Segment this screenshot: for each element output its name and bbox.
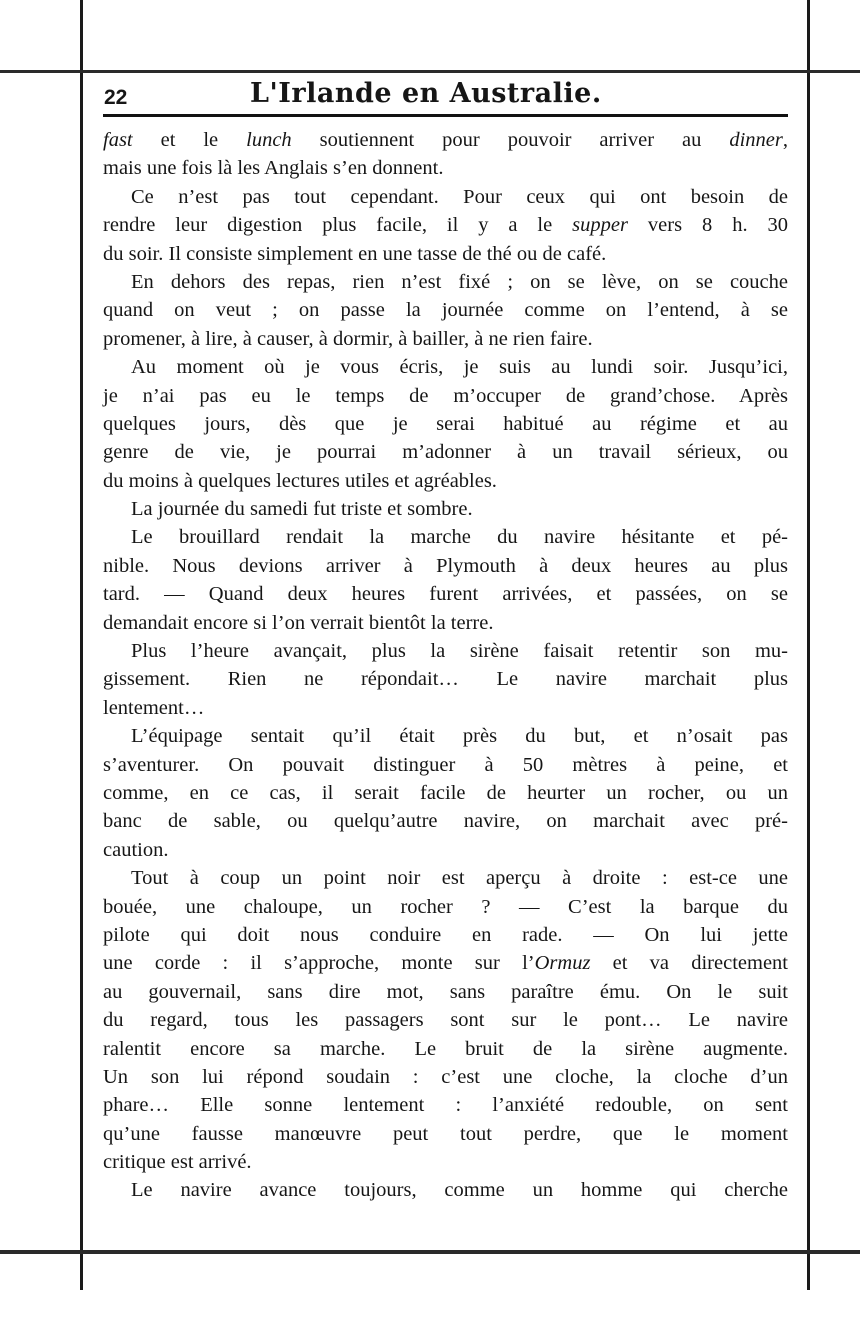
text-segment: promener, à lire, à causer, à dormir, à bailler, à ne rien faire. [103, 327, 593, 350]
text-line [103, 467, 788, 495]
text-segment: rendre leur digestion plus facile, il y a le [103, 214, 573, 237]
text-line [103, 864, 788, 892]
text-line [103, 949, 788, 977]
italic-term: supper [572, 214, 628, 237]
text-line [103, 978, 788, 1006]
text-segment: demandait encore si l’on verrait bientôt la terre. [103, 611, 494, 634]
text-segment: et le [132, 129, 247, 151]
text-line [103, 1148, 788, 1176]
text-segment: qu’une fausse manœuvre peut tout perdre, que le moment [103, 1122, 788, 1145]
text-segment: ralentit encore sa marche. Le bruit de la sirène augmente. [103, 1037, 788, 1060]
text-line [103, 296, 788, 324]
text-segment: au gouvernail, sans dire mot, sans paraître ému. On le suit [103, 980, 788, 1003]
text-segment: banc de sable, ou quelqu’autre navire, on marchait avec pré- [103, 810, 788, 833]
text-line [103, 1063, 788, 1091]
text-segment: et va directement [590, 952, 788, 975]
text-segment: Tout à coup un point noir est aperçu à droite : est-ce une [131, 867, 788, 890]
italic-term: lunch [246, 129, 292, 151]
text-line [103, 921, 788, 949]
running-title: L'Irlande en Australie. [250, 78, 602, 109]
text-segment: je n’ai pas eu le temps de m’occuper de grand’chose. Après [103, 384, 788, 407]
text-segment: critique est arrivé. [103, 1151, 252, 1174]
text-segment: vers 8 h. 30 [627, 214, 789, 237]
text-segment: soutiennent pour pouvoir arriver au [291, 129, 730, 151]
text-segment: du regard, tous les passagers sont sur le pont… Le navire [103, 1009, 788, 1032]
text-line [103, 779, 788, 807]
text-segment: genre de vie, je pourrai m’adonner à un travail sérieux, ou [103, 441, 788, 464]
text-line [103, 154, 788, 182]
left-margin-line [80, 0, 83, 1290]
text-line [103, 609, 788, 637]
text-segment: bouée, une chaloupe, un rocher ? — C’est la barque du [103, 895, 788, 918]
text-line [103, 836, 788, 864]
text-line [103, 240, 788, 268]
text-segment: En dehors des repas, rien n’est fixé ; on se lève, on se couche [131, 270, 788, 293]
text-segment: Au moment où je vous écris, je suis au lundi soir. Jusqu’ici, [131, 356, 788, 379]
page-header [100, 76, 800, 116]
text-line [103, 552, 788, 580]
bottom-border-rule [0, 1250, 860, 1254]
text-segment: gissement. Rien ne répondait… Le navire marchait plus [103, 668, 788, 691]
text-segment: Plus l’heure avançait, plus la sirène faisait retentir son mu- [131, 640, 788, 663]
text-line [103, 523, 788, 551]
text-line [103, 353, 788, 381]
text-segment: s’aventurer. On pouvait distinguer à 50 mètres à peine, et [103, 753, 788, 776]
text-segment: Le brouillard rendait la marche du navire hésitante et pé- [131, 526, 788, 549]
text-segment: quand on veut ; on passe la journée comme on l’entend, à se [103, 299, 788, 322]
text-line [103, 1120, 788, 1148]
text-line [103, 268, 788, 296]
text-segment: La journée du samedi fut triste et sombre. [131, 498, 473, 521]
text-segment: Un son lui répond soudain : c’est une cloche, la cloche d’un [103, 1065, 788, 1088]
text-segment: lentement… [103, 696, 205, 719]
text-line [103, 665, 788, 693]
text-line [103, 694, 788, 722]
text-segment: une corde : il s’approche, monte sur l’ [103, 952, 535, 975]
text-line [103, 751, 788, 779]
text-line [103, 325, 788, 353]
text-segment: du moins à quelques lectures utiles et agréables. [103, 469, 497, 492]
top-border-rule [0, 70, 860, 73]
text-line [103, 126, 788, 154]
italic-term: fast [103, 129, 133, 151]
text-line [103, 637, 788, 665]
text-line [103, 183, 788, 211]
text-segment: Le navire avance toujours, comme un homme qui cherche [131, 1179, 788, 1202]
header-underline [103, 114, 788, 117]
text-line [103, 1006, 788, 1034]
italic-term: dinner [729, 129, 783, 151]
text-line [103, 1035, 788, 1063]
text-segment: quelques jours, dès que je serai habitué au régime et au [103, 412, 788, 435]
text-line [103, 807, 788, 835]
text-segment: nible. Nous devions arriver à Plymouth à deux heures au plus [103, 554, 788, 577]
text-line [103, 410, 788, 438]
text-line [103, 1176, 788, 1204]
text-line [103, 382, 788, 410]
text-segment: , [782, 129, 788, 151]
page-number: 22 [104, 86, 128, 109]
italic-term: Ormuz [534, 952, 591, 975]
text-segment: mais une fois là les Anglais s’en donnent. [103, 157, 444, 180]
text-line [103, 438, 788, 466]
text-line [103, 722, 788, 750]
body-text [103, 126, 788, 1205]
text-line [103, 580, 788, 608]
right-margin-line [807, 0, 810, 1290]
text-line [103, 211, 788, 239]
text-segment: comme, en ce cas, il serait facile de heurter un rocher, ou un [103, 781, 788, 804]
text-segment: pilote qui doit nous conduire en rade. — On lui jette [103, 923, 788, 946]
text-segment: caution. [103, 838, 169, 861]
text-line [103, 1091, 788, 1119]
text-segment: phare… Elle sonne lentement : l’anxiété redouble, on sent [103, 1094, 788, 1117]
text-segment: L’équipage sentait qu’il était près du but, et n’osait pas [131, 725, 788, 748]
text-segment: Ce n’est pas tout cependant. Pour ceux qui ont besoin de [131, 185, 788, 208]
text-segment: du soir. Il consiste simplement en une tasse de thé ou de café. [103, 242, 607, 265]
text-line [103, 495, 788, 523]
text-segment: tard. — Quand deux heures furent arrivées, et passées, on se [103, 583, 788, 606]
text-line [103, 893, 788, 921]
